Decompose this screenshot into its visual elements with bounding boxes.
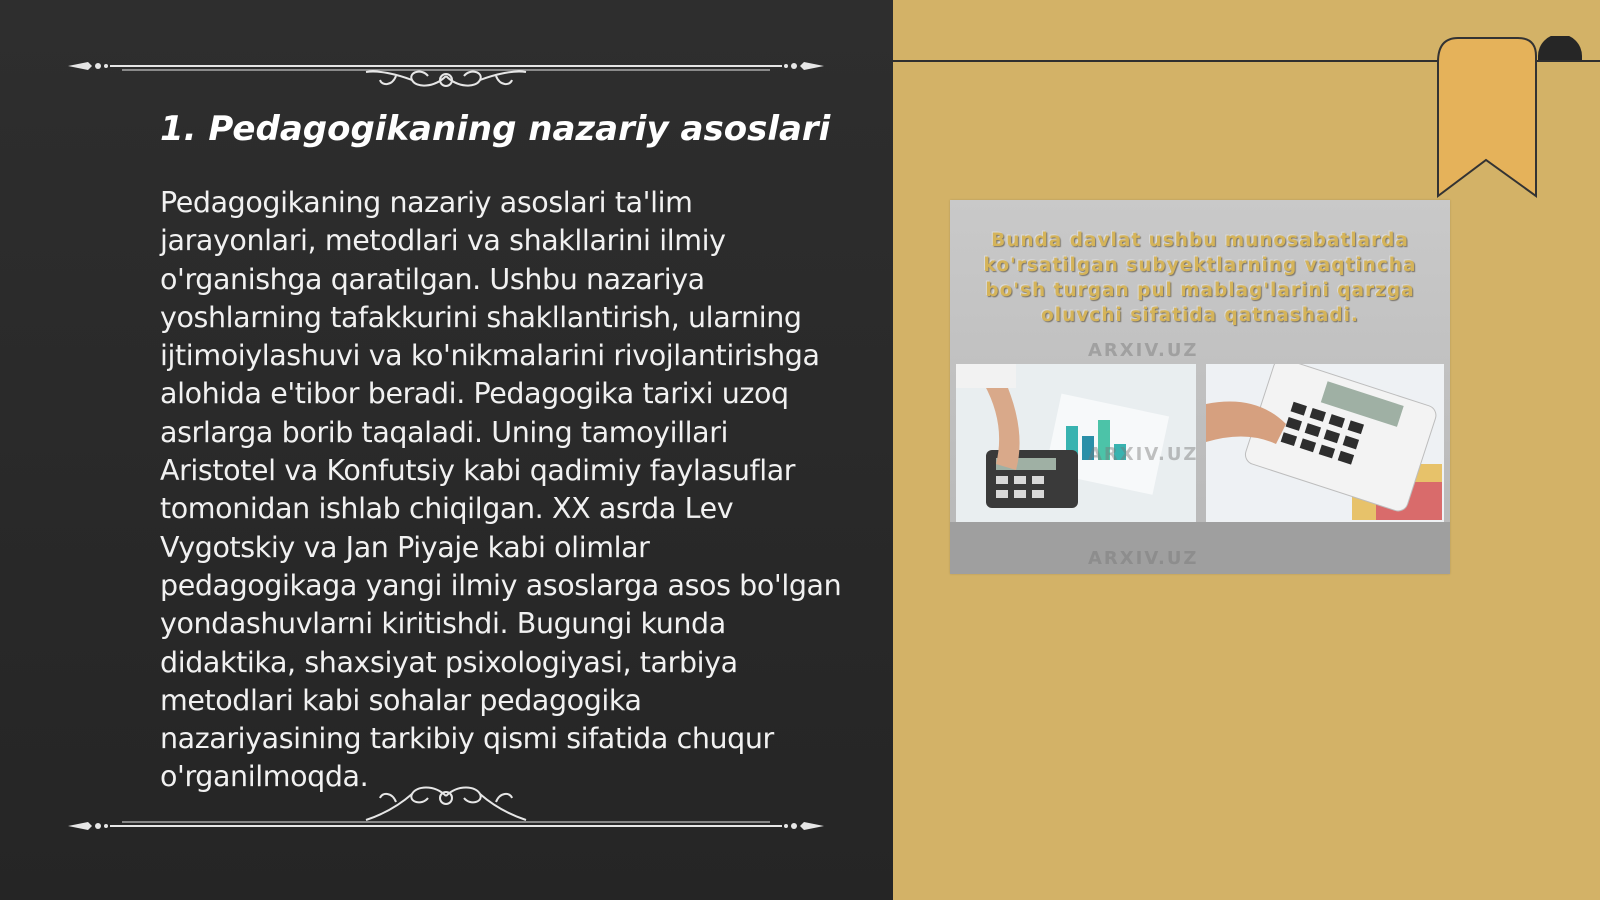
- bottom-ornament-divider: [66, 784, 826, 834]
- watermark-text: ARXIV.UZ: [1088, 340, 1199, 361]
- slide-title: 1. Pedagogikaning nazariy asoslari: [160, 109, 831, 149]
- slide-body-text: Pedagogikaning nazariy asoslari ta'lim jarayonlari, metodlari va shakllarini ilmiy o'rganishga qaratilgan. Ushbu nazariya yoshlarning tafakkurini shakllantirish, ularning ijtimoiylashuvi va ko'nikmalarini rivojlantirishga alohida e'tibor beradi. Pedagogika tarixi uzoq asrlarga borib taqaladi. Uning tamoyillari Aristotel va Konfutsiy kabi qadimiy faylasuflar tomonidan ishlab chiqilgan. XX asrda Lev Vygotskiy va Jan Piyaje kabi olimlar pedagogikaga yangi ilmiy asoslarga asos bo'lgan yondashuvlarni kiritishdi. Bugungi kunda didaktika, shaxsiyat psixologiyasi, tarbiya metodlari kabi sohalar pedagogika nazariyasining tarkibiy qismi sifatida chuqur o'rganilmoqda.: [160, 186, 842, 794]
- watermark-text: ARXIV.UZ: [1088, 548, 1199, 569]
- finance-illustration: [950, 200, 1450, 574]
- calculator-photos: [956, 364, 1444, 522]
- watermark-text: ARXIV.UZ: [1088, 444, 1199, 465]
- bookmark-ribbon: [1430, 36, 1590, 201]
- top-ornament-divider: [66, 40, 826, 90]
- picture-bottom-band: [950, 522, 1450, 574]
- picture-caption: Bunda davlat ushbu munosabatlarda ko'rsatilgan subyektlarning vaqtincha bo'sh turgan pul mablag'larini qarzga oluvchi sifatida qatnashadi.: [983, 230, 1417, 326]
